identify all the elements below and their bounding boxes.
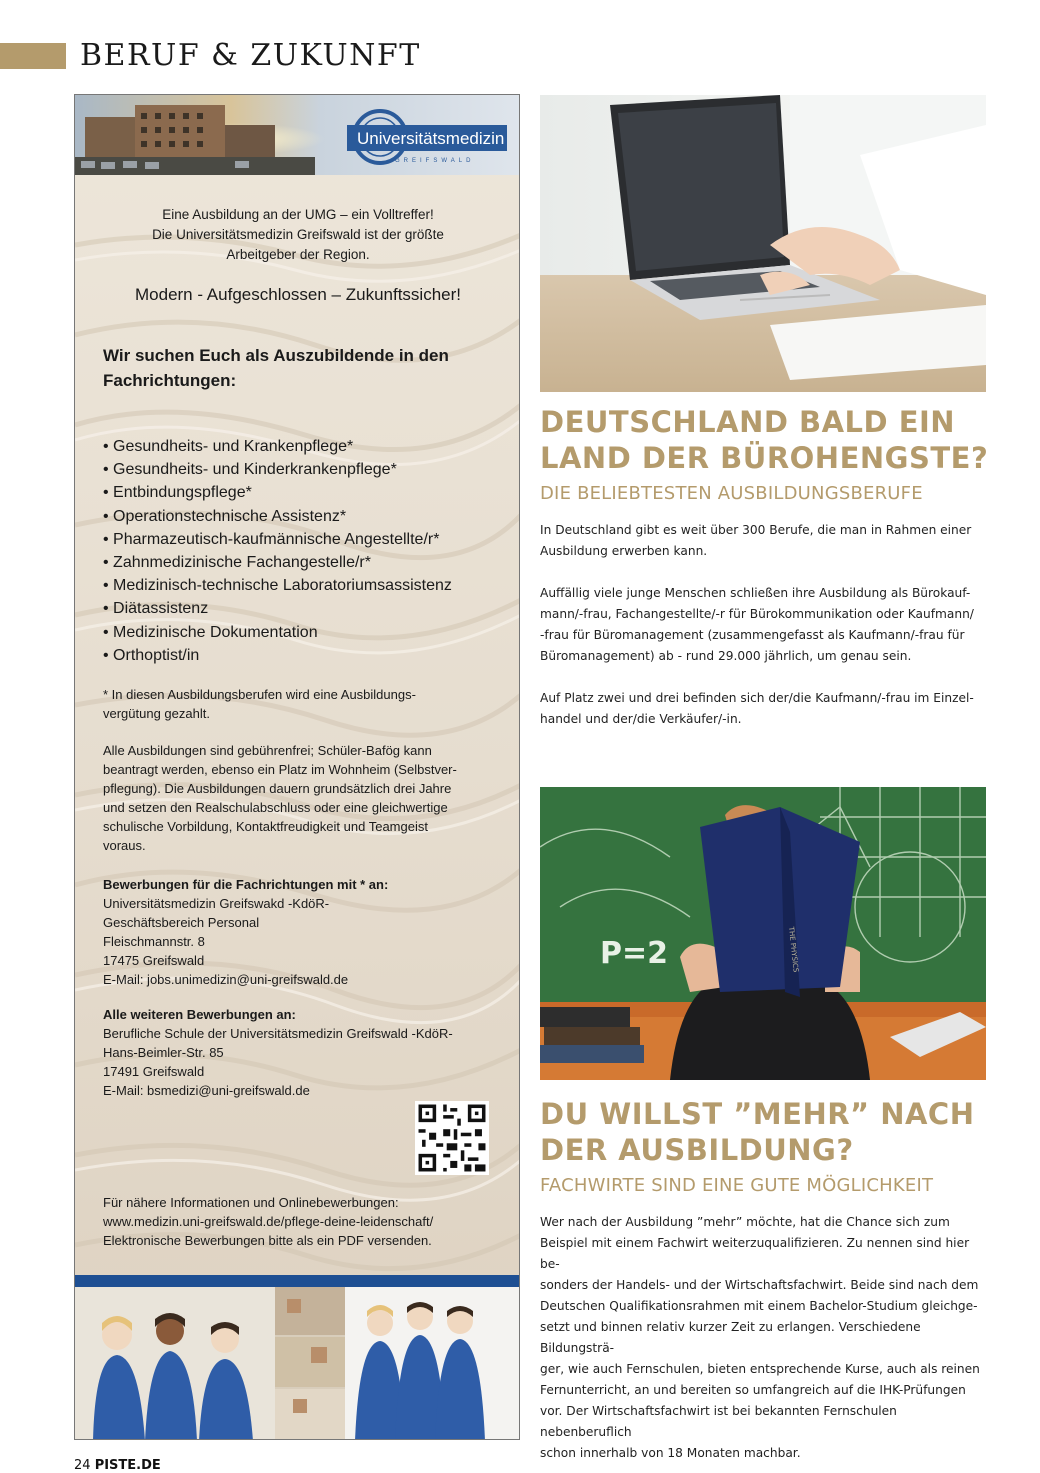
page-number: 24: [74, 1458, 91, 1473]
paragraph: Auffällig viele junge Menschen schließen ihre Ausbildung als Bürokauf- mann/-frau, Fachangestellte/-r für Bürokommunikation oder Kaufmann/ -frau für Büromanagement (zusammengefasst als Kaufmann/-frau für Büromanagement) ab - rund 29.000 jährlich, um genau sein.: [540, 586, 974, 663]
qr-code-icon: [415, 1101, 489, 1175]
trainee-photos: [75, 1287, 520, 1440]
book-spine-text: THE PHYSICS: [787, 926, 800, 973]
university-banner: [75, 95, 520, 175]
ad-lookfor-heading: Wir suchen Euch als Auszubildende in den Fachrichtungen:: [103, 346, 449, 390]
application-address-secondary: Alle weiteren Bewerbungen an: Berufliche Schule der Universitätsmedizin Greifswald -KdöR- Hans-Beimler-Str. 85 17491 Greifswald E-Mail: bsmedizi@uni-greifswald.de: [103, 1005, 503, 1100]
ad-footnote: * In diesen Ausbildungsberufen wird eine Ausbildungs- vergütung gezahlt.: [103, 687, 416, 721]
article-subheadline: FACHWIRTE SIND EINE GUTE MÖGLICHKEIT: [540, 1175, 934, 1196]
paragraph: Auf Platz zwei und drei befinden sich der/die Kaufmann/-frau im Einzel- handel und der/die Verkäufer/-in.: [540, 691, 974, 726]
list-item: • Gesundheits- und Krankenpflege*: [103, 435, 452, 458]
article-headline: DU WILLST ”MEHR” NACH DER AUSBILDUNG?: [540, 1097, 975, 1167]
list-item: • Orthoptist/in: [103, 644, 452, 667]
list-item: • Entbindungspflege*: [103, 481, 452, 504]
ad-paragraph: Alle Ausbildungen sind gebührenfrei; Schüler-Bafög kann beantragt werden, ebenso ein Platz im Wohnheim (Selbstver- pflegung). Die Ausbildungen dauern grundsätzlich drei Jahre und setzen den Realschulabschluss oder eine gleichwertige schulische Vorbildung, Kontaktfreudigkeit und Teamgeist voraus.: [103, 743, 457, 853]
list-item: • Medizinische Dokumentation: [103, 621, 452, 644]
ad-info: Für nähere Informationen und Onlinebewerbungen: www.medizin.uni-greifswald.de/pflege-deine-leidenschaft/ Elektronische Bewerbungen bitte als ein PDF versenden.: [103, 1193, 503, 1250]
paragraph: In Deutschland gibt es weit über 300 Berufe, die man in Rahmen einer Ausbildung erwerben kann.: [540, 523, 972, 558]
ad-slogan: Modern - Aufgeschlossen – Zukunftssicher!: [135, 285, 461, 304]
list-item: • Medizinisch-technische Laboratoriumsassistenz: [103, 574, 452, 597]
logo-name: Universitätsmedizin: [357, 129, 505, 148]
brand-name: PISTE.DE: [94, 1458, 161, 1473]
section-color-bar: [0, 43, 66, 69]
article-body: Wer nach der Ausbildung ”mehr” möchte, hat die Chance sich zum Beispiel mit einem Fachwirt weiterzuqualifizieren. Zu nennen sind hier be- sonders der Handels- und der Wirtschaftsfachwirt. Beide sind nach dem Deutschen Qualifikationsrahmen mit einem Bachelor-Studium gleichge- setzt und binnen relativ kurzer Zeit zu erlangen. Verschiedene Bildungsträ- ger, wie auch Fernschulen, bieten entsprechende Kurse, auch als reinen Fernunterricht, an und bereiten so umfangreich auf die IHK-Prüfungen vor. Der Wirtschaftsfachwirt ist bei bekannten Fernschulen nebenberuflich schon innerhalb von 18 Monaten machbar.: [540, 1215, 980, 1460]
university-advertisement: [74, 94, 520, 1440]
program-list: [103, 435, 452, 667]
article-body: [540, 520, 980, 751]
list-item: • Gesundheits- und Kinderkrankenpflege*: [103, 458, 452, 481]
list-item: • Operationstechnische Assistenz*: [103, 505, 452, 528]
list-item: • Zahnmedizinische Fachangestelle/r*: [103, 551, 452, 574]
chalk-formula: P=2: [600, 936, 668, 971]
email-link: E-Mail: jobs.unimedizin@uni-greifswald.de: [103, 972, 349, 987]
article-subheadline: DIE BELIEBTESTEN AUSBILDUNGSBERUFE: [540, 483, 923, 504]
email-link: E-Mail: bsmedizi@uni-greifswald.de: [103, 1083, 310, 1098]
application-address-primary: Bewerbungen für die Fachrichtungen mit * an: Universitätsmedizin Greifswakd -KdöR- Geschäftsbereich Personal Fleischmannstr. 8 17475 Greifswald E-Mail: jobs.unimedizin@uni-greifswald.de: [103, 875, 503, 989]
article-headline: DEUTSCHLAND BALD EIN LAND DER BÜROHENGSTE?: [540, 405, 989, 475]
student-reading-photo: [540, 787, 986, 1080]
list-item: • Pharmazeutisch-kaufmännische Angestellte/r*: [103, 528, 452, 551]
ad-blue-stripe: [75, 1275, 520, 1287]
ad-intro: Eine Ausbildung an der UMG – ein Volltreffer! Die Universitätsmedizin Greifswald ist der größte Arbeitgeber der Region.: [152, 207, 444, 262]
laptop-photo: [540, 95, 986, 392]
section-title: BERUF & ZUKUNFT: [80, 38, 421, 73]
website-link: www.medizin.uni-greifswald.de/pflege-deine-leidenschaft/: [103, 1214, 434, 1229]
list-item: • Diätassistenz: [103, 597, 452, 620]
logo-subtitle: GREIFSWALD: [395, 158, 475, 164]
